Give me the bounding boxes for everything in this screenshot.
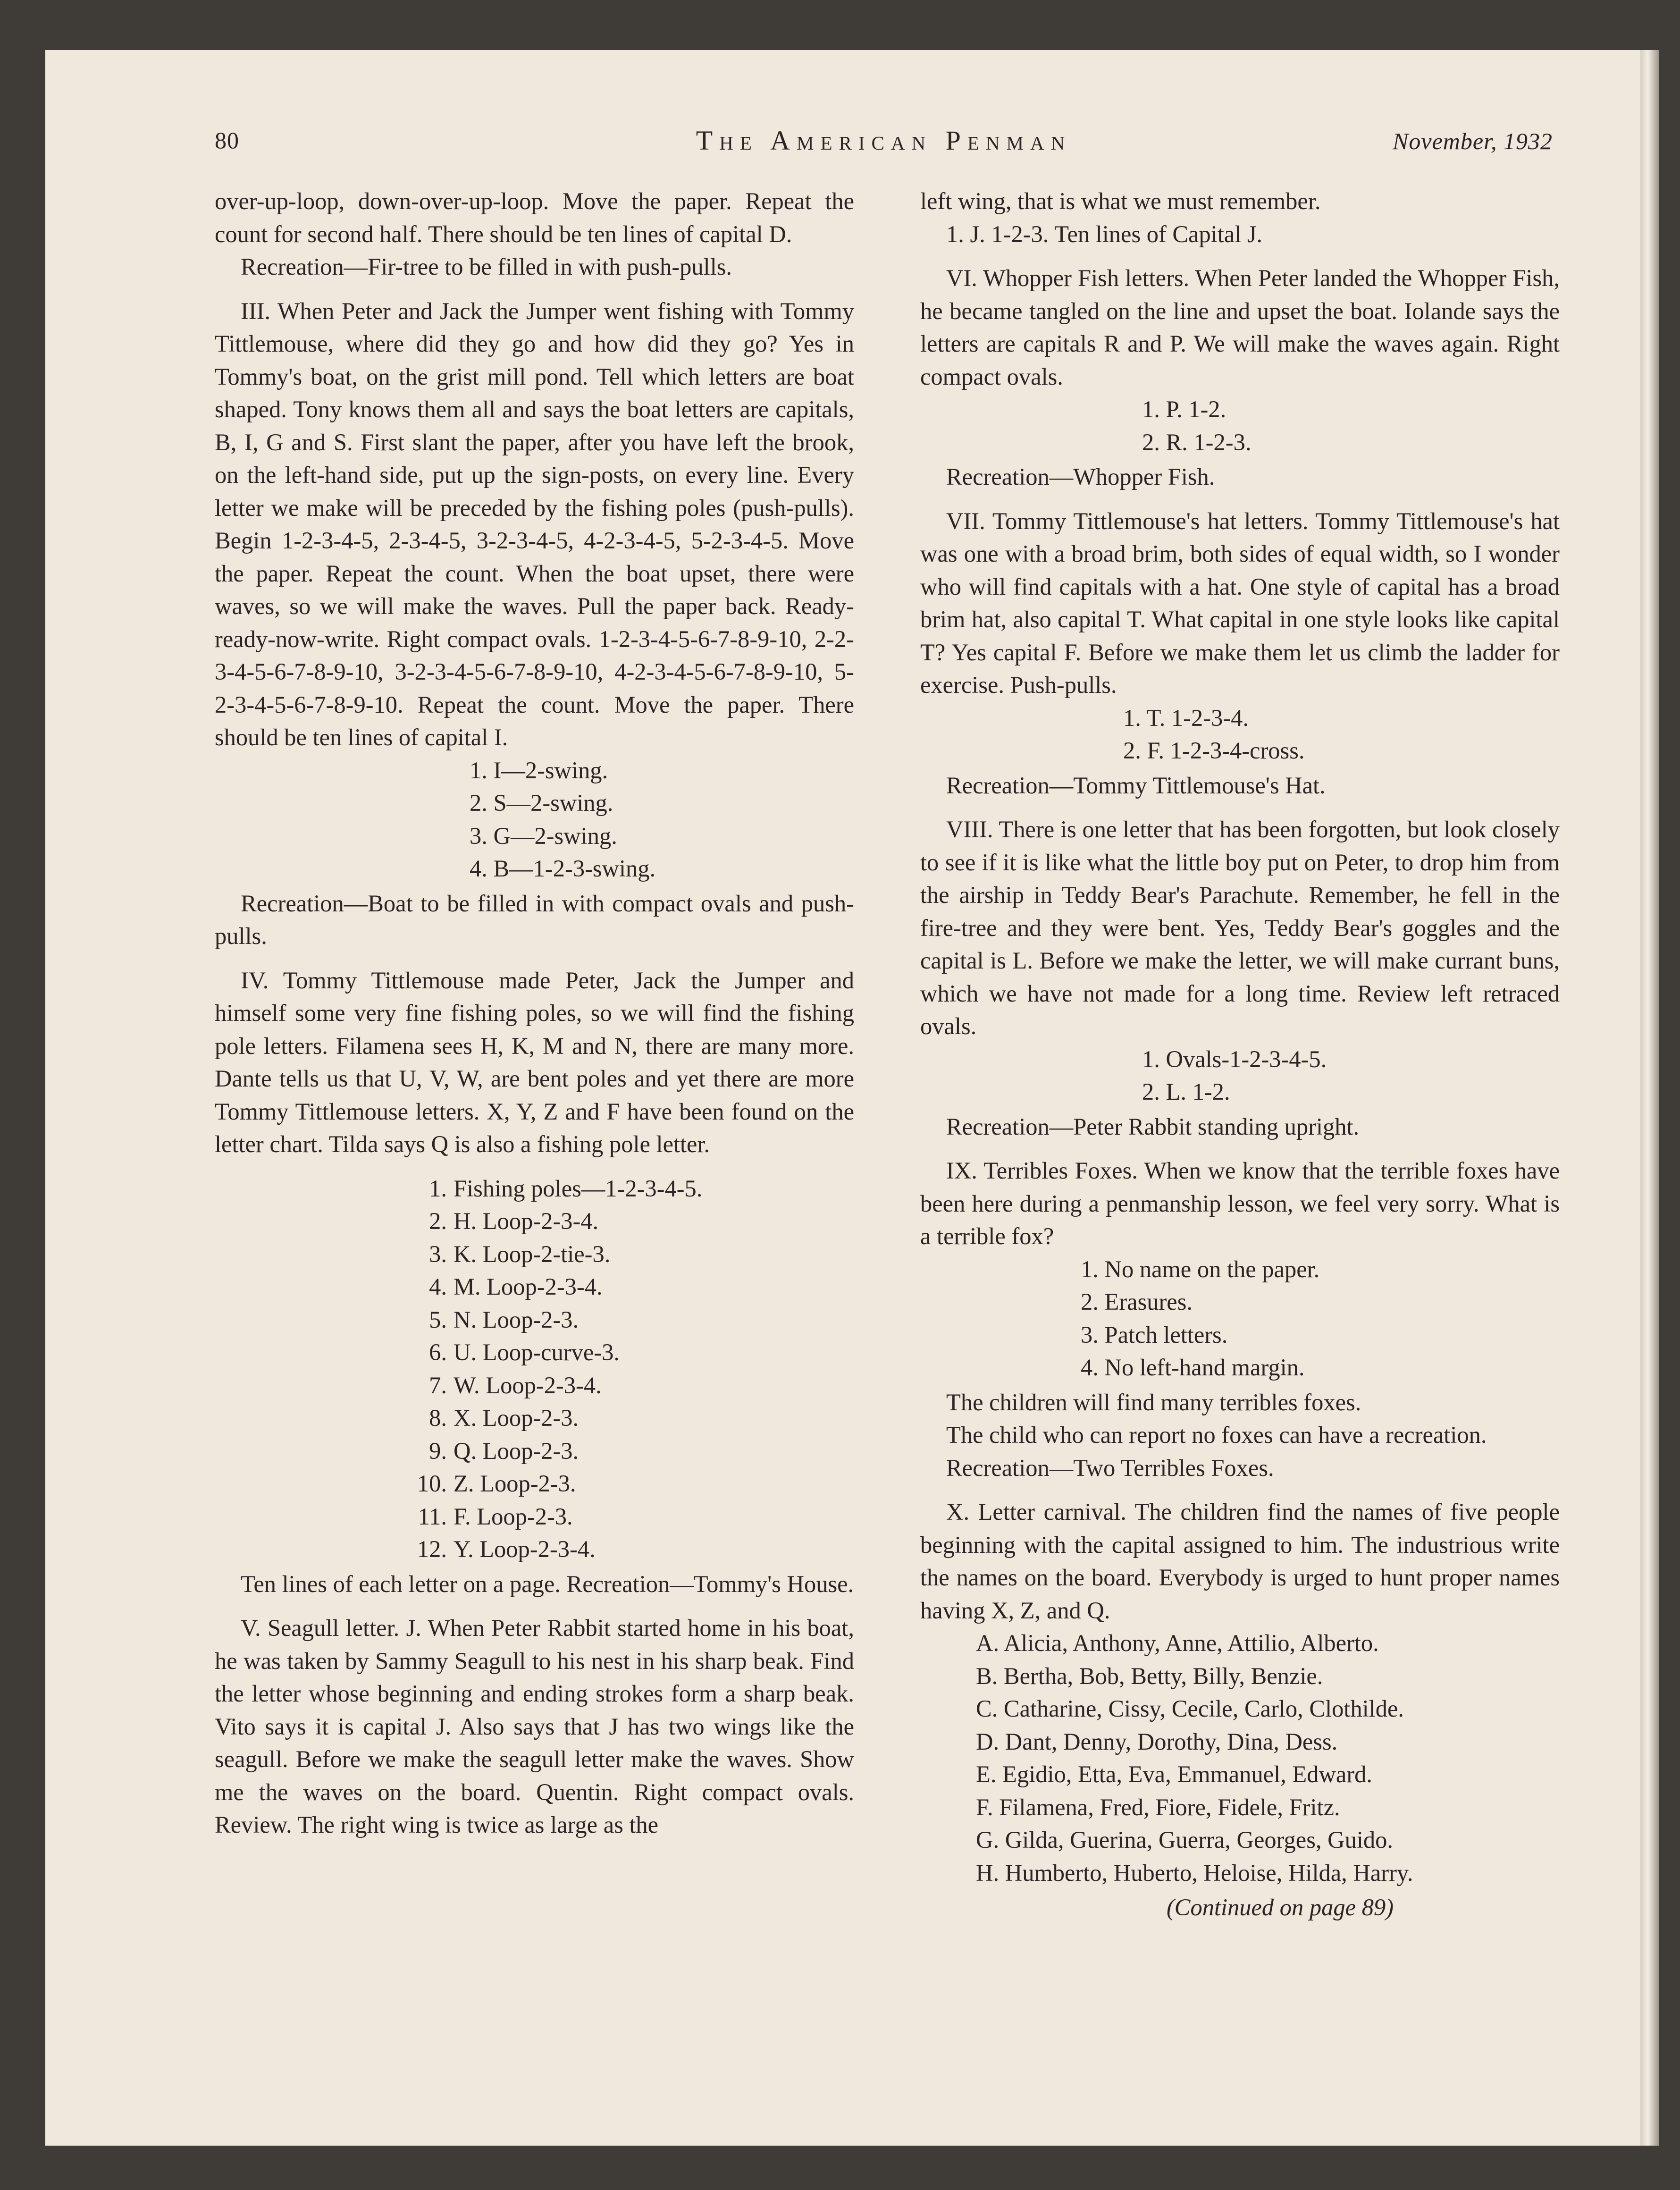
paragraph: Recreation—Fir-tree to be filled in with push-pulls. — [241, 253, 732, 280]
page-header — [215, 126, 1553, 164]
paragraph: VII. Tommy Tittlemouse's hat letters. Tommy Tittlemouse's hat was one with a broad brim, both sides of equal width, so I wonder who will find capitals with a hat. One style of capital has a broad brim hat, also capital T. What capital in one style looks like capital T? Yes capital F. Before we make them let us climb the ladder for exercise. Push-pulls. — [920, 507, 1560, 698]
list-item — [215, 1271, 854, 1304]
list-item — [215, 1205, 854, 1238]
list-item — [215, 1238, 854, 1271]
list-item: H. Humberto, Huberto, Heloise, Hilda, Harry. — [976, 1859, 1413, 1886]
list-item: 4. No left-hand margin. — [1081, 1354, 1305, 1381]
list-item — [215, 1336, 854, 1369]
item-text: Fishing poles—1-2-3-4-5. — [454, 1175, 703, 1202]
item-text: Q. Loop-2-3. — [454, 1437, 579, 1464]
list-item: F. Filamena, Fred, Fiore, Fidele, Fritz. — [976, 1794, 1340, 1820]
list-item: A. Alicia, Anthony, Anne, Attilio, Alberto. — [976, 1630, 1379, 1656]
list-item: E. Egidio, Etta, Eva, Emmanuel, Edward. — [976, 1761, 1373, 1787]
paragraph: over-up-loop, down-over-up-loop. Move the paper. Repeat the count for second half. There should be ten lines of capital D. — [215, 188, 854, 247]
paragraph: V. Seagull letter. J. When Peter Rabbit started home in his boat, he was taken by Sammy Seagull to his nest in his sharp beak. Find the letter whose beginning and ending strokes form a sharp beak. Vito says it is capital J. Also says that J has two wings like the seagull. Before we make the seagull letter make the waves. Show me the waves on the board. Quentin. Right compact ovals. Review. The right wing is twice as large as the — [215, 1615, 854, 1838]
list-item — [215, 1533, 854, 1566]
list-item: 4. B—1-2-3-swing. — [470, 855, 656, 882]
page-edge — [1640, 50, 1659, 2146]
right-column — [920, 185, 1560, 1924]
item-number: 11. — [418, 1503, 447, 1530]
list-item — [215, 1467, 854, 1500]
page-number: 80 — [215, 127, 239, 153]
list-item: 3. Patch letters. — [1081, 1321, 1228, 1348]
item-text: F. Loop-2-3. — [454, 1503, 573, 1530]
list-item — [215, 1304, 854, 1337]
paragraph: The child who can report no foxes can have a recreation. — [946, 1422, 1487, 1448]
boat-letters-list — [215, 754, 854, 885]
paragraph: IX. Terribles Foxes. When we know that the terrible foxes have been here during a penmanship lesson, we feel very sorry. What is a terrible fox? — [920, 1157, 1560, 1249]
list-item: 2. S—2-swing. — [470, 790, 613, 816]
paragraph: The children will find many terribles foxes. — [946, 1389, 1361, 1415]
item-text: Y. Loop-2-3-4. — [454, 1536, 596, 1562]
item-number: 8. — [429, 1405, 447, 1431]
item-number: 4. — [429, 1273, 447, 1300]
item-text: Z. Loop-2-3. — [454, 1470, 576, 1497]
hat-letters-list — [920, 702, 1560, 767]
fishing-pole-letters-list — [215, 1172, 854, 1566]
paragraph: Recreation—Tommy Tittlemouse's Hat. — [946, 772, 1326, 799]
list-item: 2. Erasures. — [1081, 1289, 1193, 1315]
list-item — [215, 1172, 854, 1205]
paragraph: Recreation—Two Terribles Foxes. — [946, 1454, 1274, 1481]
paragraph: III. When Peter and Jack the Jumper went fishing with Tommy Tittlemouse, where did they go and how did they go? Yes in Tommy's boat, on the grist mill pond. Tell which letters are boat shaped. Tony knows them all and says the boat letters are capitals, B, I, G and S. First slant the paper, after you have left the brook, on the left-hand side, put up the sign-posts, on every line. Every letter we make will be preceded by the fishing poles (push-pulls). Begin 1-2-3-4-5, 2-3-4-5, 3-2-3-4-5, 4-2-3-4-5, 5-2-3-4-5. Move the paper. Repeat the count. When the boat upset, there were waves, so we will make the waves. Pull the paper back. Ready-ready-now-write. Right compact ovals. 1-2-3-4-5-6-7-8-9-10, 2-2-3-4-5-6-7-8-9-10, 3-2-3-4-5-6-7-8-9-10, 4-2-3-4-5-6-7-8-9-10, 5-2-3-4-5-6-7-8-9-10. Repeat the count. Move the paper. There should be ten lines of capital I. — [215, 297, 854, 750]
issue-date: November, 1932 — [1393, 128, 1553, 154]
paragraph: Recreation—Boat to be filled in with compact ovals and push-pulls. — [215, 890, 854, 949]
goggles-letter-list — [920, 1043, 1560, 1109]
paragraph: 1. J. 1-2-3. Ten lines of Capital J. — [946, 220, 1263, 247]
list-item: 2. R. 1-2-3. — [1142, 429, 1252, 455]
running-title: The American Penman — [696, 125, 1072, 156]
item-text: W. Loop-2-3-4. — [454, 1372, 602, 1398]
item-number: 6. — [429, 1339, 447, 1365]
list-item: 1. I—2-swing. — [470, 757, 608, 783]
list-item: 3. G—2-swing. — [470, 822, 617, 849]
list-item: D. Dant, Denny, Dorothy, Dina, Dess. — [976, 1728, 1338, 1755]
item-number: 12. — [417, 1536, 447, 1562]
item-text: M. Loop-2-3-4. — [454, 1273, 603, 1300]
item-number: 1. — [429, 1175, 447, 1202]
paragraph: left wing, that is what we must remember. — [920, 188, 1321, 214]
list-item: 2. L. 1-2. — [1142, 1078, 1230, 1105]
item-text: X. Loop-2-3. — [454, 1405, 579, 1431]
item-number: 9. — [429, 1437, 447, 1464]
paragraph: X. Letter carnival. The children find the names of five people beginning with the capital assigned to him. The industrious write the names on the board. Everybody is urged to hunt proper names having X, Z, and Q. — [920, 1499, 1560, 1624]
item-text: U. Loop-curve-3. — [454, 1339, 620, 1365]
terrible-foxes-list — [920, 1253, 1560, 1384]
paragraph: IV. Tommy Tittlemouse made Peter, Jack the Jumper and himself some very fine fishing poles, so we will find the fishing pole letters. Filamena sees H, K, M and N, there are many more. Dante tells us that U, V, W, are bent poles and yet there are more Tommy Tittlemouse letters. X, Y, Z and F have been found on the letter chart. Tilda says Q is also a fishing pole letter. — [215, 967, 854, 1157]
list-item — [215, 1369, 854, 1402]
continued-note: (Continued on page 89) — [1166, 1894, 1394, 1920]
item-number: 10. — [417, 1470, 447, 1497]
list-item — [215, 1500, 854, 1533]
list-item: 1. P. 1-2. — [1142, 396, 1226, 422]
item-text: N. Loop-2-3. — [454, 1306, 579, 1333]
item-text: H. Loop-2-3-4. — [454, 1208, 599, 1234]
item-number: 7. — [429, 1372, 447, 1398]
list-item: 1. T. 1-2-3-4. — [1123, 704, 1249, 731]
left-column — [215, 185, 854, 1853]
list-item: B. Bertha, Bob, Betty, Billy, Benzie. — [976, 1662, 1323, 1689]
paragraph: VIII. There is one letter that has been forgotten, but look closely to see if it is like what the little boy put on Peter, to drop him from the airship in Teddy Bear's Parachute. Remember, he fell in the fire-tree and they were bent. Yes, Teddy Bear's goggles and the capital is L. Before we make the letter, we will make currant buns, which we have not made for a long time. Review left retraced ovals. — [920, 816, 1560, 1039]
list-item: 1. Ovals-1-2-3-4-5. — [1142, 1045, 1327, 1072]
list-item — [215, 1402, 854, 1435]
list-item: 1. No name on the paper. — [1081, 1255, 1320, 1282]
paragraph: Recreation—Peter Rabbit standing upright. — [946, 1113, 1360, 1140]
paragraph: Recreation—Whopper Fish. — [946, 463, 1215, 490]
paragraph: VI. Whopper Fish letters. When Peter landed the Whopper Fish, he became tangled on the line and upset the boat. Iolande says the letters are capitals R and P. We will make the waves again. Right compact ovals. — [920, 265, 1560, 390]
list-item — [215, 1435, 854, 1468]
item-number: 2. — [429, 1208, 447, 1234]
list-item: C. Catharine, Cissy, Cecile, Carlo, Clothilde. — [976, 1695, 1404, 1722]
item-number: 5. — [429, 1306, 447, 1333]
paragraph: Ten lines of each letter on a page. Recreation—Tommy's House. — [241, 1570, 854, 1597]
item-text: K. Loop-2-tie-3. — [454, 1240, 611, 1267]
whopper-fish-list — [920, 393, 1560, 459]
list-item: G. Gilda, Guerina, Guerra, Georges, Guido. — [976, 1827, 1393, 1853]
list-item: 2. F. 1-2-3-4-cross. — [1123, 737, 1305, 764]
letter-carnival-list — [920, 1627, 1560, 1889]
item-number: 3. — [429, 1240, 447, 1267]
